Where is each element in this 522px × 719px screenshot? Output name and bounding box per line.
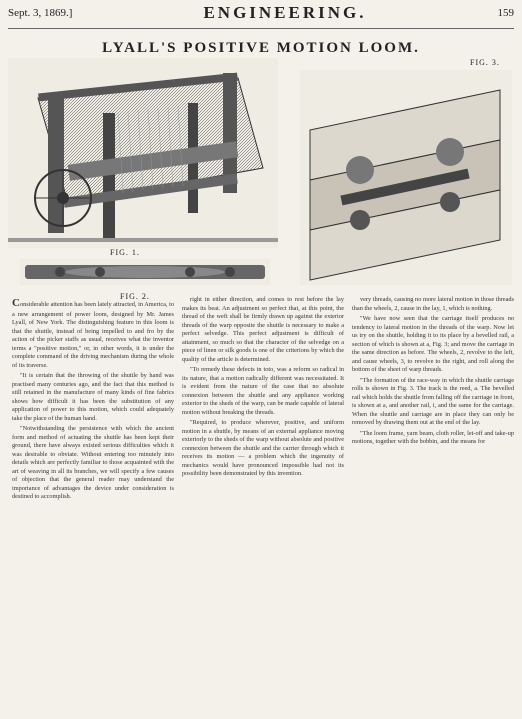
paragraph: "We have now seen that the carriage itself produces no tendency to lateral motion in the threads of the warp. Now let us try on the shuttle, holding it to its place by a bevelled rail, a section of which is shown at a, Fig. 3; and move the carriage in the same direction as before. The wheels, 2, revolve to the left, and cause wheels, 3, to revolve to the right, and roll along the bottom of the sheet of warp threads. [352, 315, 514, 373]
page-header [0, 0, 522, 26]
figure-1-loom [8, 58, 278, 248]
paragraph: "To remedy these defects in toto, was a reform so radical in its nature, that a motion radically different was necessitated. It is evident from the nature of the case that no absolute connexion between the shuttle and any appliance working exterior to the sheds of the warp, can be made capable of lateral motion without breaking the threads. [182, 366, 344, 416]
paragraph: "Required, to produce wherever, positive, and uniform motion in a shuttle, by means of an external appliance moving exteriorly to the sheds of the warp without absolute and positive connexion between the shuttle and the carrier through which it receives its motion — a problem which the ingenuity of mechanics would have pronounced impossible had not its possibility been demonstrated by this invention. [182, 419, 344, 477]
paragraph: "The loom frame, yarn beam, cloth roller, let-off and take-up motions, together with the bobbin, and the means for [352, 429, 514, 445]
paragraph: "The formation of the race-way in which the shuttle carriage rolls is shown in Fig. 3. The track is the reed, a. The bevelled rail which holds the shuttle from falling off the carriage in front, is shown at a, and another rail, i, and the same for the carriage. When the shuttle and carriage are in place they can only be removed by drawing them out at the end of the lay. [352, 376, 514, 426]
loom-engraving-icon [8, 58, 278, 248]
figure-2-label: FIG. 2. [120, 292, 150, 301]
text-column-1 [12, 296, 174, 706]
issue-date: Sept. 3, 1869.] [8, 7, 73, 19]
figure-2-shuttle [20, 255, 270, 291]
paragraph: "Notwithstanding the persistence with which the ancient form and method of actuating the shuttle has been kept their ground, there have always existed serious difficulties which it was desirable to obviate. Without entering too minutely into details which are perfectly familiar to those acquainted with the art of weaving in all its branches, we will specify a few causes of objection that the general reader may understand the importance of advantages the device under consideration is destined to accomplish. [12, 425, 174, 501]
header-rule [8, 28, 514, 29]
figure-3-section [300, 70, 512, 285]
paragraph: very threads, causing no more lateral motion in those threads than the wheels, 2, cause in the lay, 1, which is nothing. [352, 296, 514, 312]
text-column-3 [352, 296, 514, 706]
figure-1-label: FIG. 1. [110, 248, 140, 257]
page-number: 159 [497, 7, 514, 19]
paragraph: right in either direction, and comes to rest before the lay makes its beat. An adjustment so perfect that, at this point, the thread of the weft shall be firmly drawn up against the exterior threads of the warp opposite the shuttle is necessary to make a perfect selvedge. This perfect adjustment is difficult of attainment, so much so that the character of the selvedge on a piece of linen or silk goods is one of the criterions by which the quality of the article is determined. [182, 296, 344, 363]
text-column-2 [182, 296, 344, 706]
article-title: LYALL'S POSITIVE MOTION LOOM. [102, 40, 420, 56]
journal-title: ENGINEERING. [203, 3, 367, 22]
paragraph: Considerable attention has been lately attracted, in America, to a new arrangement of power loom, designed by Mr. James Lyall, of New York. The distinguishing feature in this loom is that the shuttle, instead of being impelled to and fro by the action of the picker staffs as usual, receives what the inventor terms a "positive motion," or, in other words, it is under the complete command of the driving mechanism during the whole of its traverse. [12, 297, 174, 369]
paragraph: "It is certain that the throwing of the shuttle by hand was practised many centuries ago, and the fact that this method is still retained in the manufacture of many kinds of fine fabrics shows how difficult it has been the substitution of any application of power to this motion, which could adequately take the place of the human hand. [12, 372, 174, 422]
figure-3-label: FIG. 3. [470, 58, 500, 67]
article-body [12, 296, 514, 706]
